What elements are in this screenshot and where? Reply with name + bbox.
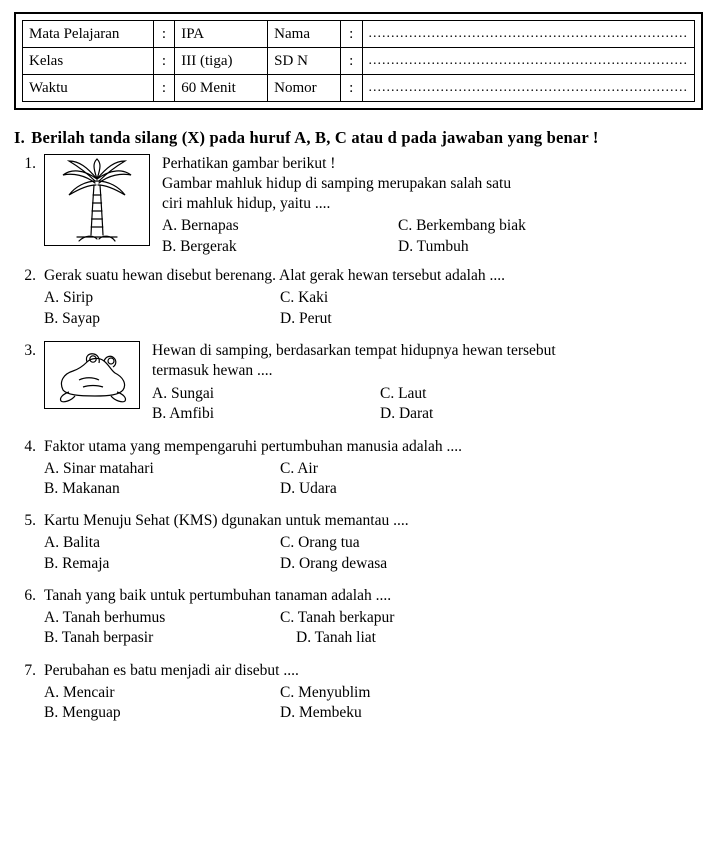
section-number: I. bbox=[14, 128, 25, 147]
number-dotted-line: ....................................................................... bbox=[368, 80, 688, 95]
time-colon: : bbox=[153, 75, 175, 102]
question-text bbox=[44, 437, 703, 457]
question-text bbox=[44, 586, 703, 606]
option-d[interactable]: D. Darat bbox=[380, 405, 434, 423]
frog-picture bbox=[44, 341, 140, 409]
question-line: Perhatikan gambar berikut ! bbox=[162, 155, 336, 172]
option-b[interactable]: B. Amfibi bbox=[152, 405, 215, 423]
section-instruction-text: Berilah tanda silang (X) pada huruf A, B, C atau d pada jawaban yang benar ! bbox=[31, 128, 599, 147]
frog-icon bbox=[49, 346, 135, 404]
name-dotted-line: ....................................................................... bbox=[368, 26, 688, 41]
class-colon: : bbox=[153, 48, 175, 75]
option-row bbox=[44, 628, 703, 648]
subject-colon: : bbox=[153, 21, 175, 48]
subject-value: IPA bbox=[175, 21, 268, 48]
option-b[interactable]: B. Bergerak bbox=[162, 237, 237, 255]
option-c[interactable]: C. Orang tua bbox=[280, 534, 360, 552]
option-c[interactable]: C. Tanah berkapur bbox=[280, 608, 395, 626]
option-row bbox=[44, 533, 703, 553]
exam-worksheet-page bbox=[0, 12, 717, 841]
option-d[interactable]: D. Membeku bbox=[280, 704, 362, 722]
option-row bbox=[44, 683, 703, 703]
option-b[interactable]: B. Sayap bbox=[44, 309, 100, 327]
option-a[interactable]: A. Tanah berhumus bbox=[44, 608, 166, 626]
option-row bbox=[44, 554, 703, 574]
option-c[interactable]: C. Kaki bbox=[280, 289, 329, 307]
school-colon: : bbox=[340, 48, 362, 75]
section-instruction bbox=[14, 128, 703, 148]
option-c[interactable]: C. Berkembang biak bbox=[398, 217, 526, 235]
option-d[interactable]: D. Orang dewasa bbox=[280, 554, 388, 572]
option-row bbox=[44, 459, 703, 479]
option-d[interactable]: D. Tanah liat bbox=[296, 629, 376, 647]
question-number: 2. bbox=[24, 267, 36, 285]
name-colon: : bbox=[340, 21, 362, 48]
class-value: III (tiga) bbox=[175, 48, 268, 75]
question-line: Gambar mahluk hidup di samping merupakan salah satu bbox=[162, 174, 512, 192]
number-colon: : bbox=[340, 75, 362, 102]
question-line: Kartu Menuju Sehat (KMS) dgunakan untuk memantau .... bbox=[44, 512, 409, 530]
option-group bbox=[44, 459, 703, 500]
question-line: termasuk hewan .... bbox=[152, 361, 273, 379]
time-value: 60 Menit bbox=[175, 75, 268, 102]
option-b[interactable]: B. Tanah berpasir bbox=[44, 629, 154, 647]
exam-header-box bbox=[14, 12, 703, 110]
option-c[interactable]: C. Menyublim bbox=[280, 683, 371, 701]
question-number: 1. bbox=[24, 155, 36, 172]
question-item bbox=[14, 586, 703, 649]
option-a[interactable]: A. Balita bbox=[44, 534, 100, 552]
option-c[interactable]: C. Laut bbox=[380, 384, 427, 402]
exam-identity-table bbox=[22, 20, 695, 102]
option-group bbox=[162, 216, 703, 257]
question-number: 3. bbox=[24, 342, 36, 360]
option-row bbox=[152, 384, 703, 404]
time-label: Waktu bbox=[23, 75, 154, 102]
question-line: Tanah yang baik untuk pertumbuhan tanaman adalah .... bbox=[44, 587, 392, 605]
option-d[interactable]: D. Tumbuh bbox=[398, 237, 469, 255]
option-group bbox=[44, 288, 703, 329]
question-item bbox=[14, 661, 703, 724]
question-text bbox=[44, 266, 703, 286]
question-list bbox=[14, 154, 703, 724]
option-b[interactable]: B. Menguap bbox=[44, 704, 121, 722]
option-a[interactable]: A. Sirip bbox=[44, 289, 94, 307]
question-item bbox=[14, 511, 703, 574]
class-label: Kelas bbox=[23, 48, 154, 75]
school-label: SD N bbox=[268, 48, 341, 75]
school-dotted-line: ....................................................................... bbox=[368, 53, 688, 68]
school-fill-field[interactable] bbox=[362, 48, 695, 75]
option-row bbox=[44, 288, 703, 308]
question-item bbox=[14, 154, 703, 257]
question-text bbox=[44, 661, 703, 681]
question-line: Gerak suatu hewan disebut berenang. Alat gerak hewan tersebut adalah .... bbox=[44, 267, 505, 285]
question-text bbox=[44, 511, 703, 531]
option-d[interactable]: D. Udara bbox=[280, 479, 337, 497]
option-row bbox=[152, 404, 703, 424]
name-label: Nama bbox=[268, 21, 341, 48]
question-text bbox=[152, 341, 703, 381]
option-a[interactable]: A. Sinar matahari bbox=[44, 459, 154, 477]
option-row bbox=[44, 703, 703, 723]
question-number: 6. bbox=[24, 587, 36, 605]
question-number: 7. bbox=[24, 661, 36, 679]
option-row bbox=[44, 608, 703, 628]
question-item bbox=[14, 266, 703, 329]
question-line: Perubahan es batu menjadi air disebut .... bbox=[44, 661, 299, 679]
question-item bbox=[14, 437, 703, 500]
option-group bbox=[44, 683, 703, 724]
option-row bbox=[162, 237, 703, 257]
table-row bbox=[23, 48, 695, 75]
option-b[interactable]: B. Makanan bbox=[44, 479, 120, 497]
question-line: Hewan di samping, berdasarkan tempat hidupnya hewan tersebut bbox=[152, 342, 556, 360]
option-d[interactable]: D. Perut bbox=[280, 309, 332, 327]
option-row bbox=[44, 479, 703, 499]
subject-label: Mata Pelajaran bbox=[23, 21, 154, 48]
question-line: ciri mahluk hidup, yaitu .... bbox=[162, 194, 331, 212]
question-line: Faktor utama yang mempengaruhi pertumbuhan manusia adalah .... bbox=[44, 437, 462, 455]
option-a[interactable]: A. Bernapas bbox=[162, 217, 239, 235]
option-a[interactable]: A. Sungai bbox=[152, 384, 214, 402]
question-number: 4. bbox=[24, 437, 36, 455]
option-group bbox=[44, 608, 703, 649]
number-fill-field[interactable] bbox=[362, 75, 695, 102]
palm-tree-icon bbox=[49, 157, 145, 243]
option-row bbox=[162, 216, 703, 236]
number-label: Nomor bbox=[268, 75, 341, 102]
option-a[interactable]: A. Mencair bbox=[44, 683, 115, 701]
table-row bbox=[23, 75, 695, 102]
option-c[interactable]: C. Air bbox=[280, 459, 318, 477]
option-group bbox=[152, 384, 703, 425]
option-row bbox=[44, 309, 703, 329]
name-fill-field[interactable] bbox=[362, 21, 695, 48]
palm-tree-picture bbox=[44, 154, 150, 246]
option-group bbox=[44, 533, 703, 574]
table-row bbox=[23, 21, 695, 48]
option-b[interactable]: B. Remaja bbox=[44, 554, 110, 572]
question-number: 5. bbox=[24, 512, 36, 530]
question-text bbox=[162, 154, 703, 213]
question-item bbox=[14, 341, 703, 425]
